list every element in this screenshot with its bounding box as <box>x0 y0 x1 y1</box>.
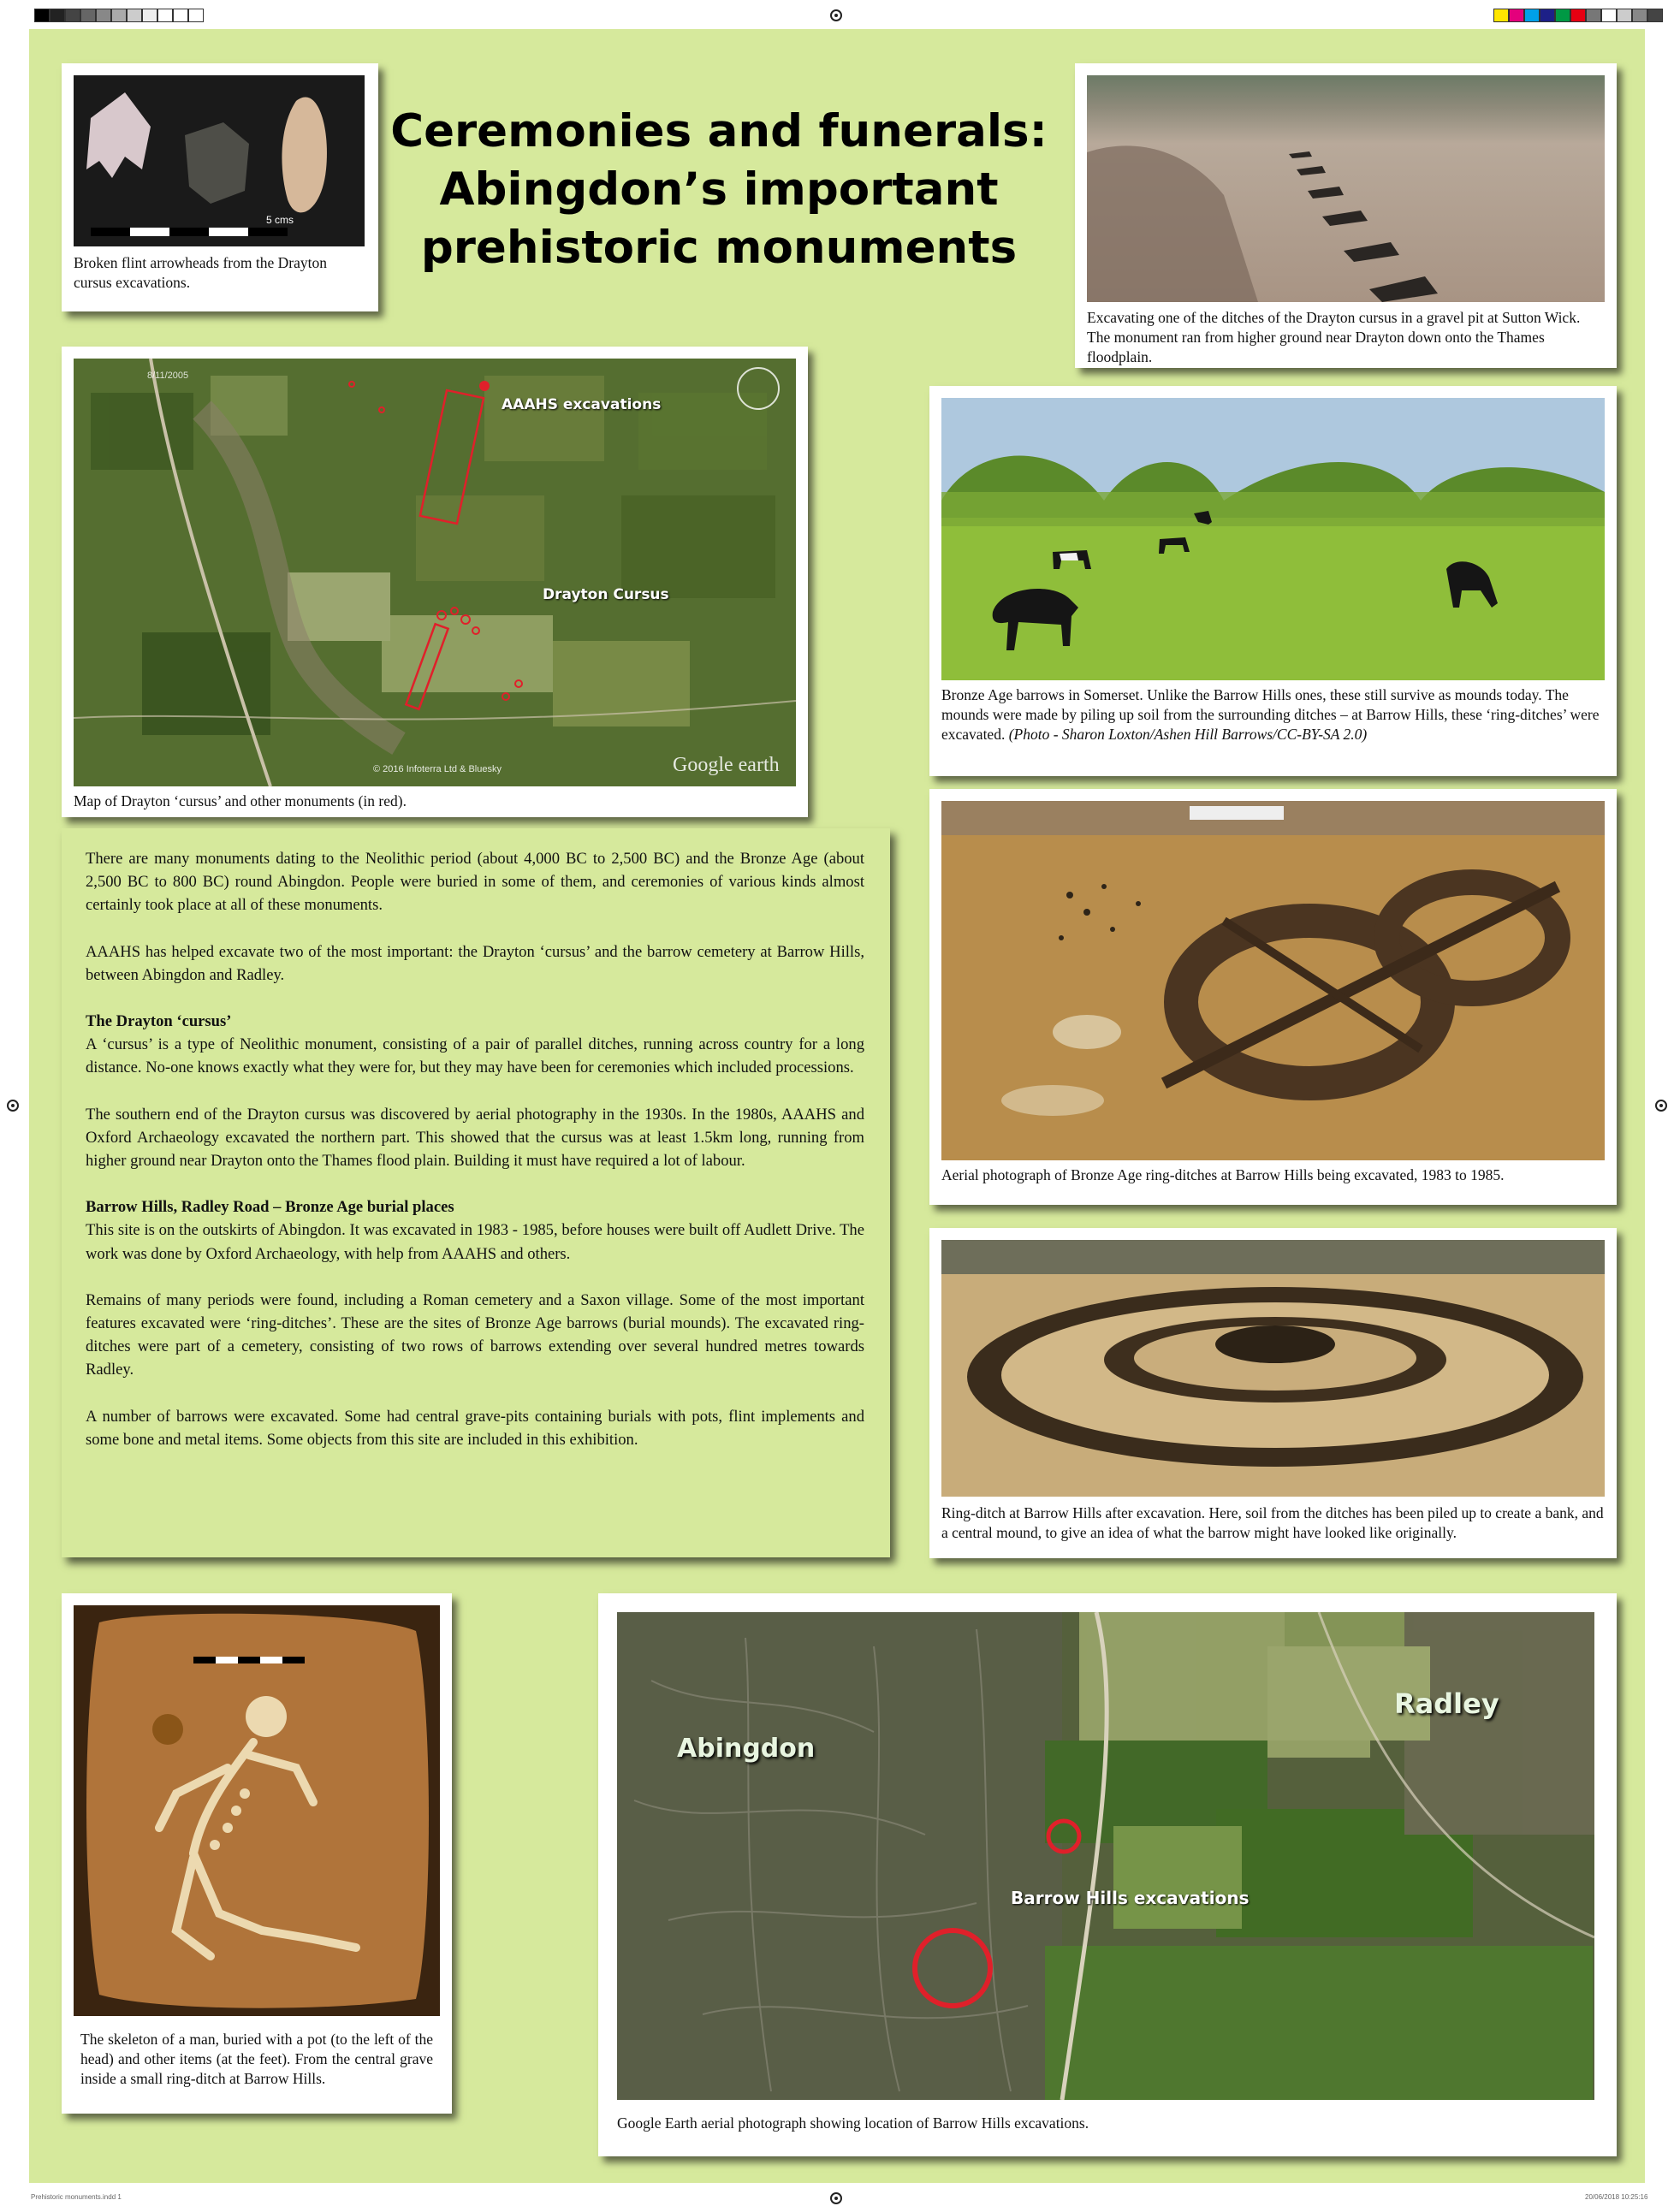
aaahs-paragraph: AAAHS has helped excavate two of the most important: the Drayton ‘cursus’ and the barrow cemetery at Barrow Hills, between Abingdon and Radley. <box>86 942 864 984</box>
google-earth-caption: Google Earth aerial photograph showing location of Barrow Hills excavations. <box>617 2114 1089 2132</box>
barrows-excavated-paragraph: A number of barrows were excavated. Some had central grave-pits containing burials with pots, flint implements and some bone and metal items. Some objects from this site are included in this exhibition. <box>86 1407 864 1449</box>
arrowheads-card <box>62 63 378 311</box>
grey-colour-bar <box>34 9 204 22</box>
heading-barrow-hills: Barrow Hills, Radley Road – Bronze Age burial places <box>86 1198 454 1217</box>
registration-mark-left <box>7 1100 19 1112</box>
ring-ditches-paragraph: Remains of many periods were found, including a Roman cemetery and a Saxon village. Some of the most important features excavated were ‘ring-ditches’. These are the sites of Bronze Age barrows (burial mounds). The excavated ring-ditches were part of a cemetery, consisting of two rows of barrows extending over several hundred metres towards Radley. <box>86 1290 864 1379</box>
ringditch-after-card <box>929 1228 1617 1558</box>
footer-file-slug: Prehistoric monuments.indd 1 <box>31 2193 122 2201</box>
skeleton-caption: The skeleton of a man, buried with a pot (to the left of the head) and other items (at the feet). From the central grave inside a small ring-ditch at Barrow Hills. <box>80 2031 433 2087</box>
title-line-2: Abingdon’s important <box>439 163 999 216</box>
footer-date-slug: 20/06/2018 10:25:16 <box>1585 2193 1648 2201</box>
map-label-drayton-cursus: Drayton Cursus <box>543 586 669 603</box>
google-earth-card <box>598 1593 1617 2156</box>
drayton-map-photo <box>74 359 796 786</box>
ringditch-after-photo <box>941 1240 1605 1497</box>
arrowheads-caption: Broken flint arrowheads from the Drayton cursus excavations. <box>74 254 327 291</box>
somerset-barrows-card <box>929 386 1617 776</box>
cursus-ditch-photo <box>1087 75 1605 302</box>
map-date-stamp: 8/11/2005 <box>147 371 189 381</box>
registration-mark-right <box>1655 1100 1667 1112</box>
aerial-ringditches-photo <box>941 801 1605 1160</box>
ringditch-after-caption: Ring-ditch at Barrow Hills after excavation. Here, soil from the ditches has been piled up to create a bank, and a central mound, to give an idea of what the barrow might have looked like originally. <box>941 1504 1604 1541</box>
somerset-caption-text: Bronze Age barrows in Somerset. Unlike the Barrow Hills ones, these still survive as mounds today. The mounds were made by piling up soil from the surrounding ditches – at Barrow Hills, these ‘ring-ditches’ were excavated. <box>941 686 1600 743</box>
cursus-ditch-card <box>1075 63 1617 368</box>
registration-mark-bottom <box>830 2192 842 2204</box>
map-label-aaahs: AAAHS excavations <box>502 396 662 413</box>
label-radley: Radley <box>1394 1687 1499 1720</box>
body-text <box>86 847 864 1474</box>
google-earth-watermark: Google earth <box>673 754 780 776</box>
google-earth-photo <box>617 1612 1594 2100</box>
registration-mark-top <box>830 9 842 21</box>
cmyk-colour-bar <box>1493 9 1663 22</box>
barrow-hills-site-paragraph: This site is on the outskirts of Abingdon. It was excavated in 1983 - 1985, before houses were built off Audlett Drive. The work was done by Oxford Archaeology, with help from AAAHS and others. <box>86 1221 864 1263</box>
drayton-map-card <box>62 347 808 817</box>
cursus-discovery-paragraph: The southern end of the Drayton cursus was discovered by aerial photography in the 1930s. In the 1980s, AAAHS and Oxford Archaeology excavated the northern part. This showed that the cursus was at least 1.5km long, running from higher ground near Drayton onto the Thames flood plain. Building it must have required a lot of labour. <box>86 1105 864 1171</box>
heading-drayton-cursus: The Drayton ‘cursus’ <box>86 1012 232 1031</box>
cursus-ditch-caption: Excavating one of the ditches of the Drayton cursus in a gravel pit at Sutton Wick. The monument ran from higher ground near Drayton down onto the Thames floodplain. <box>1087 309 1581 365</box>
aerial-ringditches-caption: Aerial photograph of Bronze Age ring-ditches at Barrow Hills being excavated, 1983 to 1985. <box>941 1166 1505 1183</box>
title-line-1: Ceremonies and funerals: <box>390 105 1048 157</box>
somerset-photo-credit: (Photo - Sharon Loxton/Ashen Hill Barrows/CC-BY-SA 2.0) <box>1008 726 1368 743</box>
label-barrow-hills-excavations: Barrow Hills excavations <box>1011 1888 1250 1908</box>
somerset-barrows-photo <box>941 398 1605 680</box>
skeleton-card <box>62 1593 452 2114</box>
label-abingdon: Abingdon <box>677 1734 816 1764</box>
scale-bar-label: 5 cms <box>266 214 294 226</box>
map-credit: © 2016 Infoterra Ltd & Bluesky <box>373 764 502 774</box>
skeleton-photo <box>74 1605 440 2016</box>
cursus-definition-paragraph: A ‘cursus’ is a type of Neolithic monument, consisting of a pair of parallel ditches, running across country for a long distance. No-one knows exactly what they were for, but they may have been for ceremonies which included processions. <box>86 1035 864 1077</box>
aerial-ringditches-card <box>929 789 1617 1205</box>
somerset-barrows-caption <box>941 685 1609 744</box>
poster-title <box>368 103 1070 277</box>
intro-paragraph: There are many monuments dating to the Neolithic period (about 4,000 BC to 2,500 BC) and the Bronze Age (about 2,500 BC to 800 BC) round Abingdon. People were buried in some of them, and ceremonies of various kinds almost certainly took place at all of these monuments. <box>86 850 864 915</box>
arrowheads-photo <box>74 75 365 246</box>
title-line-3: prehistoric monuments <box>420 222 1018 274</box>
drayton-map-caption: Map of Drayton ‘cursus’ and other monuments (in red). <box>74 792 407 809</box>
